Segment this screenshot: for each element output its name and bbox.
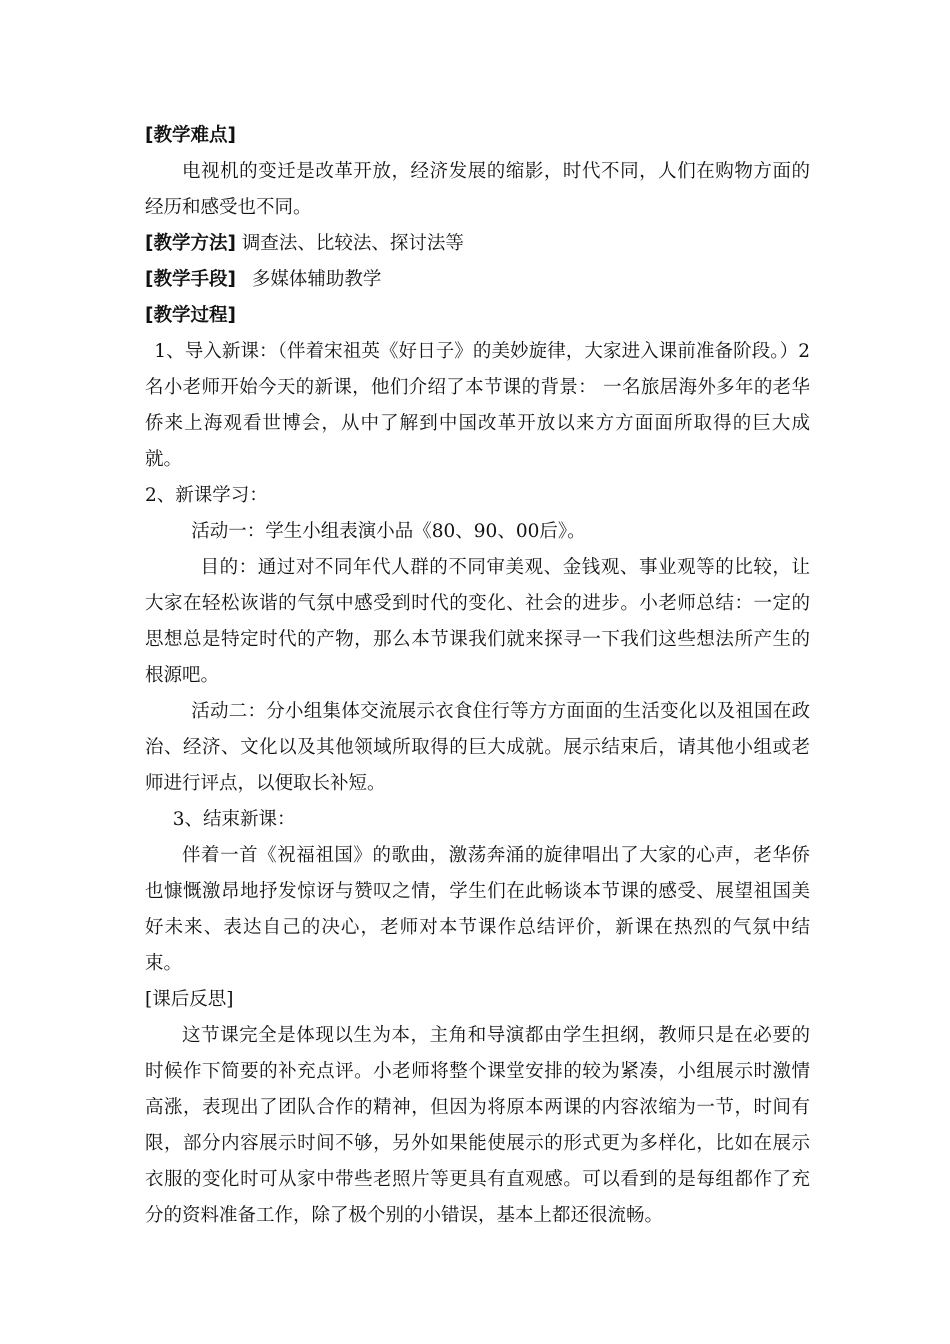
method-heading: [教学方法] [145,233,236,254]
process-heading: [教学过程] [145,305,236,326]
difficulty-body: 电视机的变迁是改革开放，经济发展的缩影，时代不同，人们在购物方面的经历和感受也不同。 [145,161,810,218]
means-heading: [教学手段] [145,269,236,290]
reflection-body: 这节课完全是体现以生为本，主角和导演都由学生担纲，教师只是在必要的时候作下简要的补充点评。小老师将整个课堂安排的较为紧凑，小组展示时激情高涨，表现出了团队合作的精神，但因为将原本两课的内容浓缩为一节，时间有限，部分内容展示时间不够，另外如果能使展示的形式更为多样化，比如在展示衣服的变化时可从家中带些老照片等更具有直观感。可以看到的是每组都作了充分的资料准备工作，除了极个别的小错误，基本上都还很流畅。 [145,1025,810,1226]
method-body: 调查法、比较法、探讨法等 [241,233,464,254]
reflection-heading: [课后反思] [145,989,234,1010]
method-row [145,226,810,262]
process-activity1: 活动一：学生小组表演小品《80、90、00后》。 [191,521,586,542]
means-body: 多媒体辅助教学 [251,269,382,290]
process-activity2: 活动二：分小组集体交流展示衣食住行等方方面面的生活变化以及祖国在政治、经济、文化以及其他领域所取得的巨大成就。展示结束后，请其他小组或老师进行评点，以便取长补短。 [145,701,810,794]
difficulty-heading: [教学难点] [145,125,236,146]
document-page [145,118,810,1234]
means-row [145,262,810,298]
process-step1: 1、导入新课：（伴着宋祖英《好日子》的美妙旋律，大家进入课前准备阶段。）2名小老师开始今天的新课，他们介绍了本节课的背景： 一名旅居海外多年的老华侨来上海观看世博会，从中了解到中国改革开放以来方方面面所取得的巨大成就。 [145,341,810,470]
process-step2: 2、新课学习： [145,485,268,506]
process-step3: 3、结束新课： [172,809,296,830]
process-purpose: 目的：通过对不同年代人群的不同审美观、金钱观、事业观等的比较，让大家在轻松诙谐的气氛中感受到时代的变化、社会的进步。小老师总结：一定的思想总是特定时代的产物，那么本节课我们就来探寻一下我们这些想法所产生的根源吧。 [145,557,810,686]
process-ending: 伴着一首《祝福祖国》的歌曲，激荡奔涌的旋律唱出了大家的心声，老华侨也慷慨激昂地抒发惊讶与赞叹之情，学生们在此畅谈本节课的感受、展望祖国美好未来、表达自己的决心，老师对本节课作总结评价，新课在热烈的气氛中结束。 [145,845,810,974]
